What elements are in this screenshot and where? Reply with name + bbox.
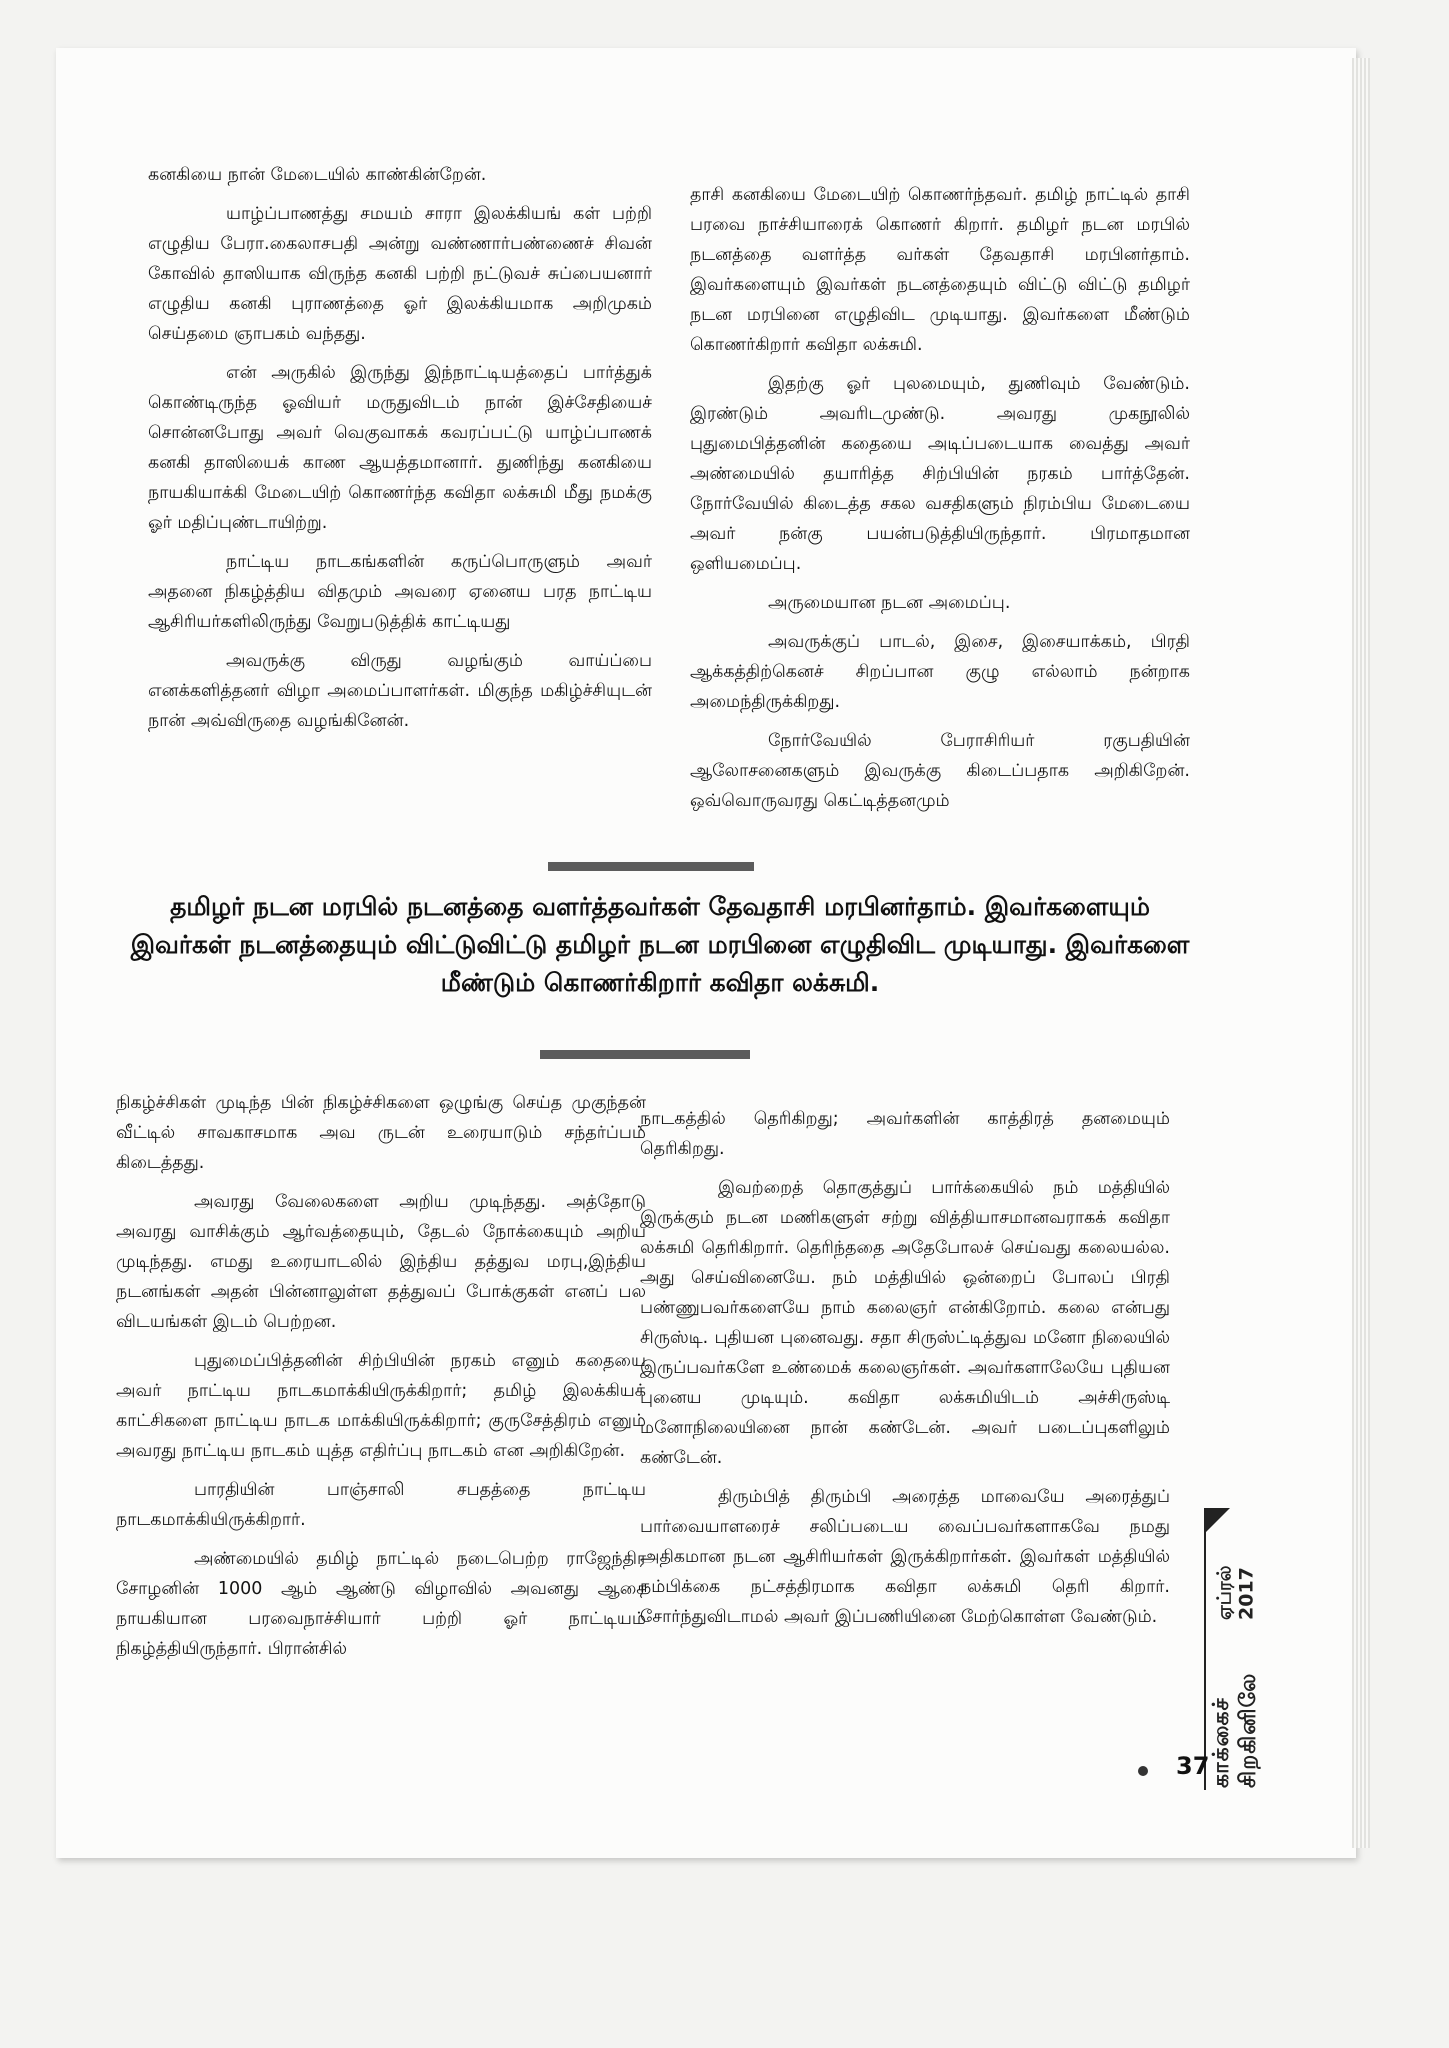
paragraph: அவருக்குப் பாடல், இசை, இசையாக்கம், பிரதி ஆக்கத்திற்கெனச் சிறப்பான குழு எல்லாம் நன்றாக அமைந்திருக்கிறது. bbox=[690, 632, 1190, 712]
paragraph: அண்மையில் தமிழ் நாட்டில் நடைபெற்ற ராஜேந்திர சோழனின் 1000 ஆம் ஆண்டு விழாவில் அவனது ஆசை நாயகியான பரவைநாச்சியார் பற்றி ஓர் நாட்டியம் நிகழ்த்தியிருந்தார். பிரான்சில் bbox=[116, 1549, 646, 1659]
paragraph: நாட்டிய நாடகங்களின் கருப்பொருளும் அவர் அதனை நிகழ்த்திய விதமும் அவரை ஏனைய பரத நாட்டிய ஆசிரியர்களிலிருந்து வேறுபடுத்திக் காட்டியது bbox=[148, 552, 652, 632]
paragraph: தாசி கனகியை மேடையிற் கொணர்ந்தவர். தமிழ் நாட்டில் தாசி பரவை நாச்சியாரைக் கொணர் கிறார். தமிழர் நடன மரபில் நடனத்தை வளர்த்த வர்கள் தேவதாசி மரபினர்தாம். இவர்களையும் இவர்கள் நடனத்தையும் விட்டு விட்டு தமிழர் நடன மரபினை எழுதிவிட முடியாது. இவர்களை மீண்டும் கொணர்கிறார் கவிதா லக்சுமி. bbox=[690, 185, 1190, 355]
magazine-side-tab bbox=[1204, 1508, 1260, 1790]
column-top-left bbox=[148, 160, 652, 745]
magazine-name: காக்கைச் சிறகினிலே bbox=[1209, 1672, 1261, 1788]
paragraph: அவரது வேலைகளை அறிய முடிந்தது. அத்தோடு அவரது வாசிக்கும் ஆர்வத்தையும், தேடல் நோக்கையும் அறிய முடிந்தது. எமது உரையாடலில் இந்திய தத்துவ மரபு,இந்திய நடனங்கள் அதன் பின்னாலுள்ள தத்துவப் போக்குகள் எனப் பல விடயங்கள் இடம் பெற்றன. bbox=[116, 1192, 646, 1332]
paragraph: நிகழ்ச்சிகள் முடிந்த பின் நிகழ்ச்சிகளை ஒழுங்கு செய்த முகுந்தன் வீட்டில் சாவகாசமாக அவ ருடன் உரையாடும் சந்தர்ப்பம் கிடைத்தது. bbox=[116, 1093, 646, 1173]
pull-quote: தமிழர் நடன மரபில் நடனத்தை வளர்த்தவர்கள் தேவதாசி மரபினர்தாம். இவர்களையும் இவர்கள் நடனத்தையும் விட்டுவிட்டு தமிழர் நடன மரபினை எழுதிவிட முடியாது. இவர்களை மீண்டும் கொணர்கிறார் கவிதா லக்சுமி. bbox=[130, 892, 1190, 997]
paragraph: இதற்கு ஓர் புலமையும், துணிவும் வேண்டும். இரண்டும் அவரிடமுண்டு. அவரது முகநூலில் புதுமைபித்தனின் கதையை அடிப்படையாக வைத்து அவர் அண்மையில் தயாரித்த சிற்பியின் நரகம் பார்த்தேன். நோர்வேயில் கிடைத்த சகல வசதிகளும் நிரம்பிய மேடையை அவர் நன்கு பயன்படுத்தியிருந்தார். பிரமாதமான ஒளியமைப்பு. bbox=[690, 374, 1190, 574]
issue-date: ஏப்ரல் 2017 bbox=[1213, 1565, 1258, 1620]
paragraph: புதுமைப்பித்தனின் சிற்பியின் நரகம் எனும் கதையை அவர் நாட்டிய நாடகமாக்கியிருக்கிறார்; தமிழ் இலக்கியக் காட்சிகளை நாட்டிய நாடக மாக்கியிருக்கிறார்; குருசேத்திரம் எனும் அவரது நாட்டிய நாடகம் யுத்த எதிர்ப்பு நாடகம் என அறிகிறேன். bbox=[116, 1351, 646, 1461]
paragraph: திரும்பித் திரும்பி அரைத்த மாவையே அரைத்துப் பார்வையாளரைச் சலிப்படைய வைப்பவர்களாகவே நமது அதிகமான நடன ஆசிரியர்கள் இருக்கிறார்கள். இவர்கள் மத்தியில் நம்பிக்கை நட்சத்திரமாக கவிதா லக்சுமி தெரி கிறார். சோர்ந்துவிடாமல் அவர் இப்பணியினை மேற்கொள்ள வேண்டும். bbox=[640, 1487, 1170, 1627]
pull-quote-rule-bottom bbox=[540, 1050, 750, 1059]
page-number: 37 bbox=[1176, 1752, 1210, 1780]
paragraph: கனகியை நான் மேடையில் காண்கின்றேன். bbox=[148, 165, 487, 185]
column-top-right bbox=[690, 180, 1190, 825]
paragraph: இவற்றைத் தொகுத்துப் பார்க்கையில் நம் மத்தியில் இருக்கும் நடன மணிகளுள் சற்று வித்தியாசமானவராகக் கவிதா லக்சுமி தெரிகிறார். தெரிந்ததை அதேபோலச் செய்வது கலையல்ல. அது செய்வினையே. நம் மத்தியில் ஒன்றைப் போலப் பிரதி பண்ணுபவர்களையே நாம் கலைஞர் என்கிறோம். கலை என்பது சிருஸ்டி. புதியன புனைவது. சதா சிருஸ்ட்டித்துவ மனோ நிலையில் இருப்பவர்களே உண்மைக் கலைஞர்கள். அவர்களாலேயே புதியன புனைய முடியும். கவிதா லக்சுமியிடம் அச்சிருஸ்டி மனோநிலையினை நான் கண்டேன். அவர் படைப்புகளிலும் கண்டேன். bbox=[640, 1178, 1170, 1468]
paragraph: அருமையான நடன அமைப்பு. bbox=[768, 593, 1011, 613]
page-number-bullet bbox=[1138, 1766, 1148, 1776]
tab-corner-mark bbox=[1206, 1508, 1230, 1532]
paragraph: அவருக்கு விருது வழங்கும் வாய்ப்பை எனக்களித்தனர் விழா அமைப்பாளர்கள். மிகுந்த மகிழ்ச்சியுடன் நான் அவ்விருதை வழங்கினேன். bbox=[148, 651, 652, 731]
pull-quote-rule-top bbox=[548, 862, 754, 871]
page-stack-edge bbox=[1352, 58, 1370, 1848]
column-bottom-right bbox=[640, 1104, 1170, 1641]
paragraph: நாடகத்தில் தெரிகிறது; அவர்களின் காத்திரத் தனமையும் தெரிகிறது. bbox=[640, 1109, 1170, 1159]
paragraph: பாரதியின் பாஞ்சாலி சபதத்தை நாட்டிய நாடகமாக்கியிருக்கிறார். bbox=[116, 1480, 646, 1530]
magazine-masthead-vertical bbox=[1209, 1538, 1261, 1788]
paragraph: யாழ்ப்பாணத்து சமயம் சாரா இலக்கியங் கள் பற்றி எழுதிய பேரா.கைலாசபதி அன்று வண்ணார்பண்ணைச் சிவன் கோவில் தாஸியாக விருந்த கனகி பற்றி நட்டுவச் சுப்பையனார் எழுதிய கனகி புராணத்தை ஓர் இலக்கியமாக அறிமுகம் செய்தமை ஞாபகம் வந்தது. bbox=[148, 204, 652, 344]
paragraph: நோர்வேயில் பேராசிரியர் ரகுபதியின் ஆலோசனைகளும் இவருக்கு கிடைப்பதாக அறிகிறேன். ஒவ்வொருவரது கெட்டித்தனமும் bbox=[690, 731, 1190, 811]
column-bottom-left bbox=[116, 1088, 646, 1673]
paragraph: என் அருகில் இருந்து இந்நாட்டியத்தைப் பார்த்துக் கொண்டிருந்த ஓவியர் மருதுவிடம் நான் இச்சேதியைச் சொன்னபோது அவர் வெகுவாகக் கவரப்பட்டு யாழ்ப்பாணக் கனகி தாஸியைக் காண ஆயத்தமானார். துணிந்து கனகியை நாயகியாக்கி மேடையிற் கொணர்ந்த கவிதா லக்சுமி மீது நமக்கு ஓர் மதிப்புண்டாயிற்று. bbox=[148, 363, 652, 533]
